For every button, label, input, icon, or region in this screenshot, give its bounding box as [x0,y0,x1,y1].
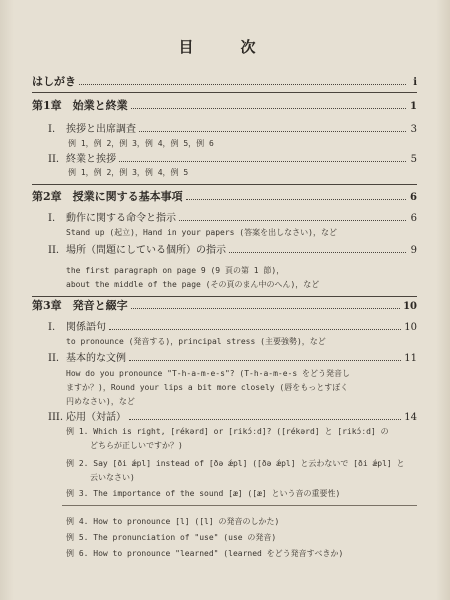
toc-label: 動作に関する命令と指示 [66,213,176,224]
divider [32,92,417,93]
toc-entry-ch3-s1 [48,321,417,334]
toc-page: 6 [410,213,417,224]
toc-entry-ch3 [32,300,417,313]
toc-entry-ch1-s1 [48,123,417,136]
toc-page: 3 [410,124,417,135]
leader-dots [131,300,400,309]
leader-dots [129,411,401,420]
example-note: How do you pronounce "T-h-a-m-e-s"? (T-h-a-m-e-s をどう発音し [66,369,351,378]
section-number: II. [48,245,60,256]
section-number: III. [48,412,64,423]
toc-entry-ch3-s3 [48,411,417,424]
divider [32,184,417,185]
example-entry: 例 6. How to pronounce "learned" (learned をどう発音すべきか) [66,549,344,558]
example-entry: 例 1. Which is right, [rékərd] or [rikɔ́ːd]? ([rékərd] と [rikɔ́ːd] の [66,427,389,436]
leader-dots [229,244,406,253]
leader-dots [119,153,406,162]
leader-dots [129,352,401,361]
section-number: II. [48,353,60,364]
toc-label: 応用（対話） [66,412,126,423]
toc-label: 関係語句 [66,322,106,333]
toc-page: 14 [404,412,417,423]
divider [62,505,417,506]
example-note: ますか？)，Round your lips a bit more closely (唇をもっとすぼく [66,383,349,392]
toc-entry-ch2-s2 [48,244,417,257]
toc-page: 1 [410,101,417,112]
toc-entry-ch2-s1 [48,212,417,225]
example-entry: 云いなさい) [90,473,135,482]
example-note: to pronounce (発音する)，principal stress (主要強勢)，など [66,337,326,346]
example-note: Stand up (起立)，Hand in your papers (答案を出しなさい)，など [66,228,337,237]
toc-label: 終業と挨拶 [66,154,116,165]
leader-dots [186,191,406,200]
toc-page: 5 [410,154,417,165]
example-entry: 例 5. The pronunciation of "use" (use の発音) [66,533,277,542]
examples-list: 例 1，例 2，例 3，例 4，例 5 [68,168,189,177]
toc-entry-intro [32,76,417,89]
example-note: about the middle of the page (その頁のまん中のへん)，など [66,280,320,289]
toc-entry-ch1 [32,100,417,113]
section-number: I. [48,213,56,224]
divider [32,296,417,297]
toc-page: i [413,77,417,88]
toc-label: はしがき [32,75,76,88]
example-entry: 例 4. How to pronounce [l] ([l] の発音のしかた) [66,517,280,526]
toc-page: 10 [403,301,417,312]
toc-label: 第3章 発音と綴字 [32,299,128,312]
page-title: 目 次 [178,38,272,56]
leader-dots [79,76,406,85]
section-number: II. [48,154,60,165]
section-number: I. [48,322,56,333]
toc-label: 挨拶と出席調査 [66,124,136,135]
toc-page: 9 [410,245,417,256]
toc-page: 6 [410,192,417,203]
section-number: I. [48,124,56,135]
leader-dots [109,321,401,330]
toc-label: 基本的な文例 [66,353,126,364]
toc-label: 第2章 授業に関する基本事項 [32,190,183,203]
toc-entry-ch3-s2 [48,352,417,365]
example-entry: 例 2. Say [ði ǽpl] instead of [ðə ǽpl] ([ðə ǽpl] と云わないで [ði ǽpl] と [66,459,405,468]
example-note: the first paragraph on page 9 (9 頁の第 1 節)， [66,266,285,275]
leader-dots [131,100,406,109]
leader-dots [139,123,406,132]
example-note: 円めなさい)，など [66,397,135,406]
examples-list: 例 1，例 2，例 3，例 4，例 5，例 6 [68,139,214,148]
example-entry: どちらが正しいですか？) [90,441,183,450]
example-entry: 例 3. The importance of the sound [æ] ([æ] という音の重要性) [66,489,341,498]
toc-label: 第1章 始業と終業 [32,99,128,112]
toc-page: 11 [404,353,417,364]
toc-label: 場所（問題にしている個所）の指示 [66,245,226,256]
toc-entry-ch2 [32,191,417,204]
leader-dots [179,212,406,221]
toc-page: 10 [404,322,417,333]
toc-entry-ch1-s2 [48,153,417,166]
